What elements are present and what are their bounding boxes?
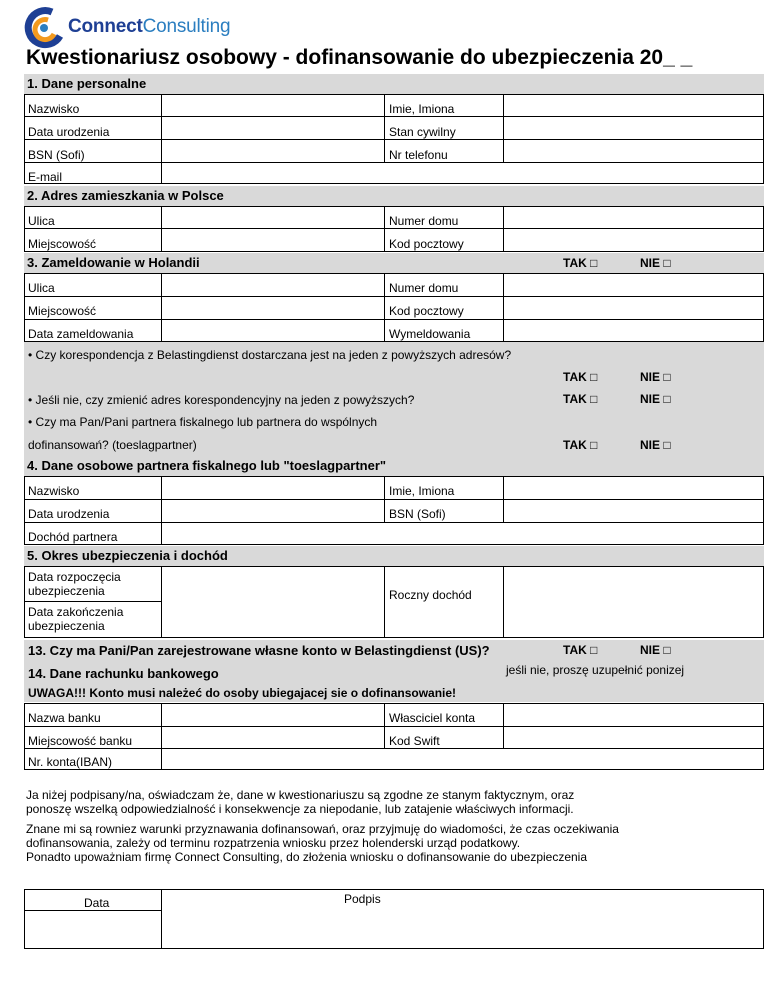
input-podpis[interactable] [162, 905, 763, 948]
label-partner-data-urodzenia: Data urodzenia [28, 507, 110, 521]
label-kod-swift: Kod Swift [389, 734, 440, 748]
label-data-zakonczenia: Data zakończenia ubezpieczenia [28, 605, 124, 633]
logo-swirl-icon [22, 6, 66, 50]
input-partner-data-urodzenia[interactable] [162, 500, 384, 522]
label-partner-imie: Imie, Imiona [389, 484, 455, 498]
label-iban: Nr. konta(IBAN) [28, 755, 113, 769]
input-nazwa-banku[interactable] [162, 704, 384, 726]
section-2-header: 2. Adres zamieszkania w Polsce [24, 186, 764, 206]
label-telefon: Nr telefonu [389, 148, 448, 162]
label-data-rozpoczecia: Data rozpoczęcia ubezpieczenia [28, 570, 121, 598]
label-data-zameldowania: Data zameldowania [28, 327, 134, 341]
input-email[interactable] [162, 163, 763, 184]
input-iban[interactable] [162, 749, 763, 770]
label-miejscowosc-pl: Miejscowość [28, 237, 97, 251]
label-imie: Imie, Imiona [389, 102, 455, 116]
bank-warning: UWAGA!!! Konto musi należeć do osoby ubiegajacej sie o dofinansowanie! [28, 686, 457, 700]
input-bsn[interactable] [162, 140, 384, 162]
input-nazwisko[interactable] [162, 95, 384, 116]
input-wymeldowania[interactable] [504, 320, 763, 342]
input-numer-domu-pl[interactable] [504, 207, 763, 228]
label-partner-bsn: BSN (Sofi) [389, 507, 446, 521]
input-numer-domu-nl[interactable] [504, 274, 763, 296]
input-kod-swift[interactable] [504, 727, 763, 748]
section-13-header: 13. Czy ma Pani/Pan zarejestrowane własne konto w Belastingdienst (US)? [28, 643, 490, 658]
input-kod-nl[interactable] [504, 297, 763, 319]
s3-nie-checkbox[interactable]: NIE □ [640, 256, 671, 270]
q2-tak-checkbox[interactable]: TAK □ [563, 392, 598, 406]
label-ulica-pl: Ulica [28, 214, 55, 228]
s13-nie-checkbox[interactable]: NIE □ [640, 643, 671, 657]
input-miejscowosc-nl[interactable] [162, 297, 384, 319]
section-14-header: 14. Dane rachunku bankowego [28, 666, 219, 681]
input-miejscowosc-banku[interactable] [162, 727, 384, 748]
input-dochod-partnera[interactable] [162, 523, 763, 545]
label-wymeldowania: Wymeldowania [389, 327, 471, 341]
input-partner-imie[interactable] [504, 477, 763, 499]
section-5-header: 5. Okres ubezpieczenia i dochód [24, 546, 764, 566]
label-email: E-mail [28, 170, 63, 184]
input-kod-pl[interactable] [504, 229, 763, 252]
input-wlasciciel-konta[interactable] [504, 704, 763, 726]
logo-text: ConnectConsulting [68, 16, 231, 37]
label-data-urodzenia: Data urodzenia [28, 125, 110, 139]
input-telefon[interactable] [504, 140, 763, 162]
logo [22, 6, 231, 50]
question-partner-line1: • Czy ma Pan/Pani partnera fiskalnego lub partnera do wspólnych [28, 415, 378, 429]
label-wlasciciel-konta: Własciciel konta [389, 711, 476, 725]
q3-nie-checkbox[interactable]: NIE □ [640, 438, 671, 452]
question-partner-line2: dofinansowań? (toeslagpartner) [28, 438, 197, 452]
label-numer-domu-pl: Numer domu [389, 214, 459, 228]
q2-nie-checkbox[interactable]: NIE □ [640, 392, 671, 406]
s3-tak-checkbox[interactable]: TAK □ [563, 256, 598, 270]
input-data-zameldowania[interactable] [162, 320, 384, 342]
label-podpis: Podpis [344, 892, 381, 906]
input-partner-nazwisko[interactable] [162, 477, 384, 499]
label-bsn: BSN (Sofi) [28, 148, 85, 162]
input-miejscowosc-pl[interactable] [162, 229, 384, 252]
label-nazwa-banku: Nazwa banku [28, 711, 101, 725]
input-data-urodzenia[interactable] [162, 117, 384, 139]
bank-note: jeśli nie, proszę uzupełnić ponizej [506, 663, 685, 677]
label-miejscowosc-nl: Miejscowość [28, 304, 97, 318]
section-4-header: 4. Dane osobowe partnera fiskalnego lub "toeslagpartner" [24, 456, 764, 476]
input-roczny-dochod[interactable] [504, 567, 763, 638]
input-data[interactable] [25, 911, 161, 948]
label-dochod-partnera: Dochód partnera [28, 530, 118, 544]
label-numer-domu-nl: Numer domu [389, 281, 459, 295]
section-3-header: 3. Zameldowanie w Holandii [24, 253, 764, 273]
q1-nie-checkbox[interactable]: NIE □ [640, 370, 671, 384]
q1-tak-checkbox[interactable]: TAK □ [563, 370, 598, 384]
question-korespondencja: • Czy korespondencja z Belastingdienst dostarczana jest na jeden z powyższych adresów? [28, 348, 512, 362]
input-okres-ubezpieczenia[interactable] [162, 567, 384, 638]
q3-tak-checkbox[interactable]: TAK □ [563, 438, 598, 452]
input-imie[interactable] [504, 95, 763, 116]
s13-tak-checkbox[interactable]: TAK □ [563, 643, 598, 657]
label-miejscowosc-banku: Miejscowość banku [28, 734, 133, 748]
label-data: Data [84, 896, 110, 910]
declaration-paragraph-1: Ja niżej podpisany/na, oświadczam że, dane w kwestionariuszu są zgodne ze stanym faktycznym, oraz ponoszę wszelką odpowiedzialność i konsekwencje za niepodanie, lub zatajenie właściwych informacji. [26, 788, 575, 816]
input-ulica-pl[interactable] [162, 207, 384, 228]
question-zmiana-adresu: • Jeśli nie, czy zmienić adres korespondencyjny na jeden z powyższych? [28, 393, 415, 407]
section-1-header: 1. Dane personalne [24, 74, 764, 94]
input-partner-bsn[interactable] [504, 500, 763, 522]
label-nazwisko: Nazwisko [28, 102, 80, 116]
input-ulica-nl[interactable] [162, 274, 384, 296]
input-stan-cywilny[interactable] [504, 117, 763, 139]
label-kod-pl: Kod pocztowy [389, 237, 464, 251]
label-stan-cywilny: Stan cywilny [389, 125, 456, 139]
label-roczny-dochod: Roczny dochód [389, 588, 472, 602]
label-partner-nazwisko: Nazwisko [28, 484, 80, 498]
label-kod-nl: Kod pocztowy [389, 304, 464, 318]
label-ulica-nl: Ulica [28, 281, 55, 295]
page-title: Kwestionariusz osobowy - dofinansowanie do ubezpieczenia 20_ _ [26, 46, 693, 69]
declaration-paragraph-2: Znane mi są rowniez warunki przyznawania dofinansowań, oraz przyjmuję do wiadomości, że czas oczekiwania dofinansowania, zależy od terminu rozpatrzenia wniosku przez holenderski urząd podatkowy. Ponadto upoważniam firmę Connect Consulting, do złożenia wniosku o dofinansowanie do ubezpieczenia [26, 822, 619, 864]
